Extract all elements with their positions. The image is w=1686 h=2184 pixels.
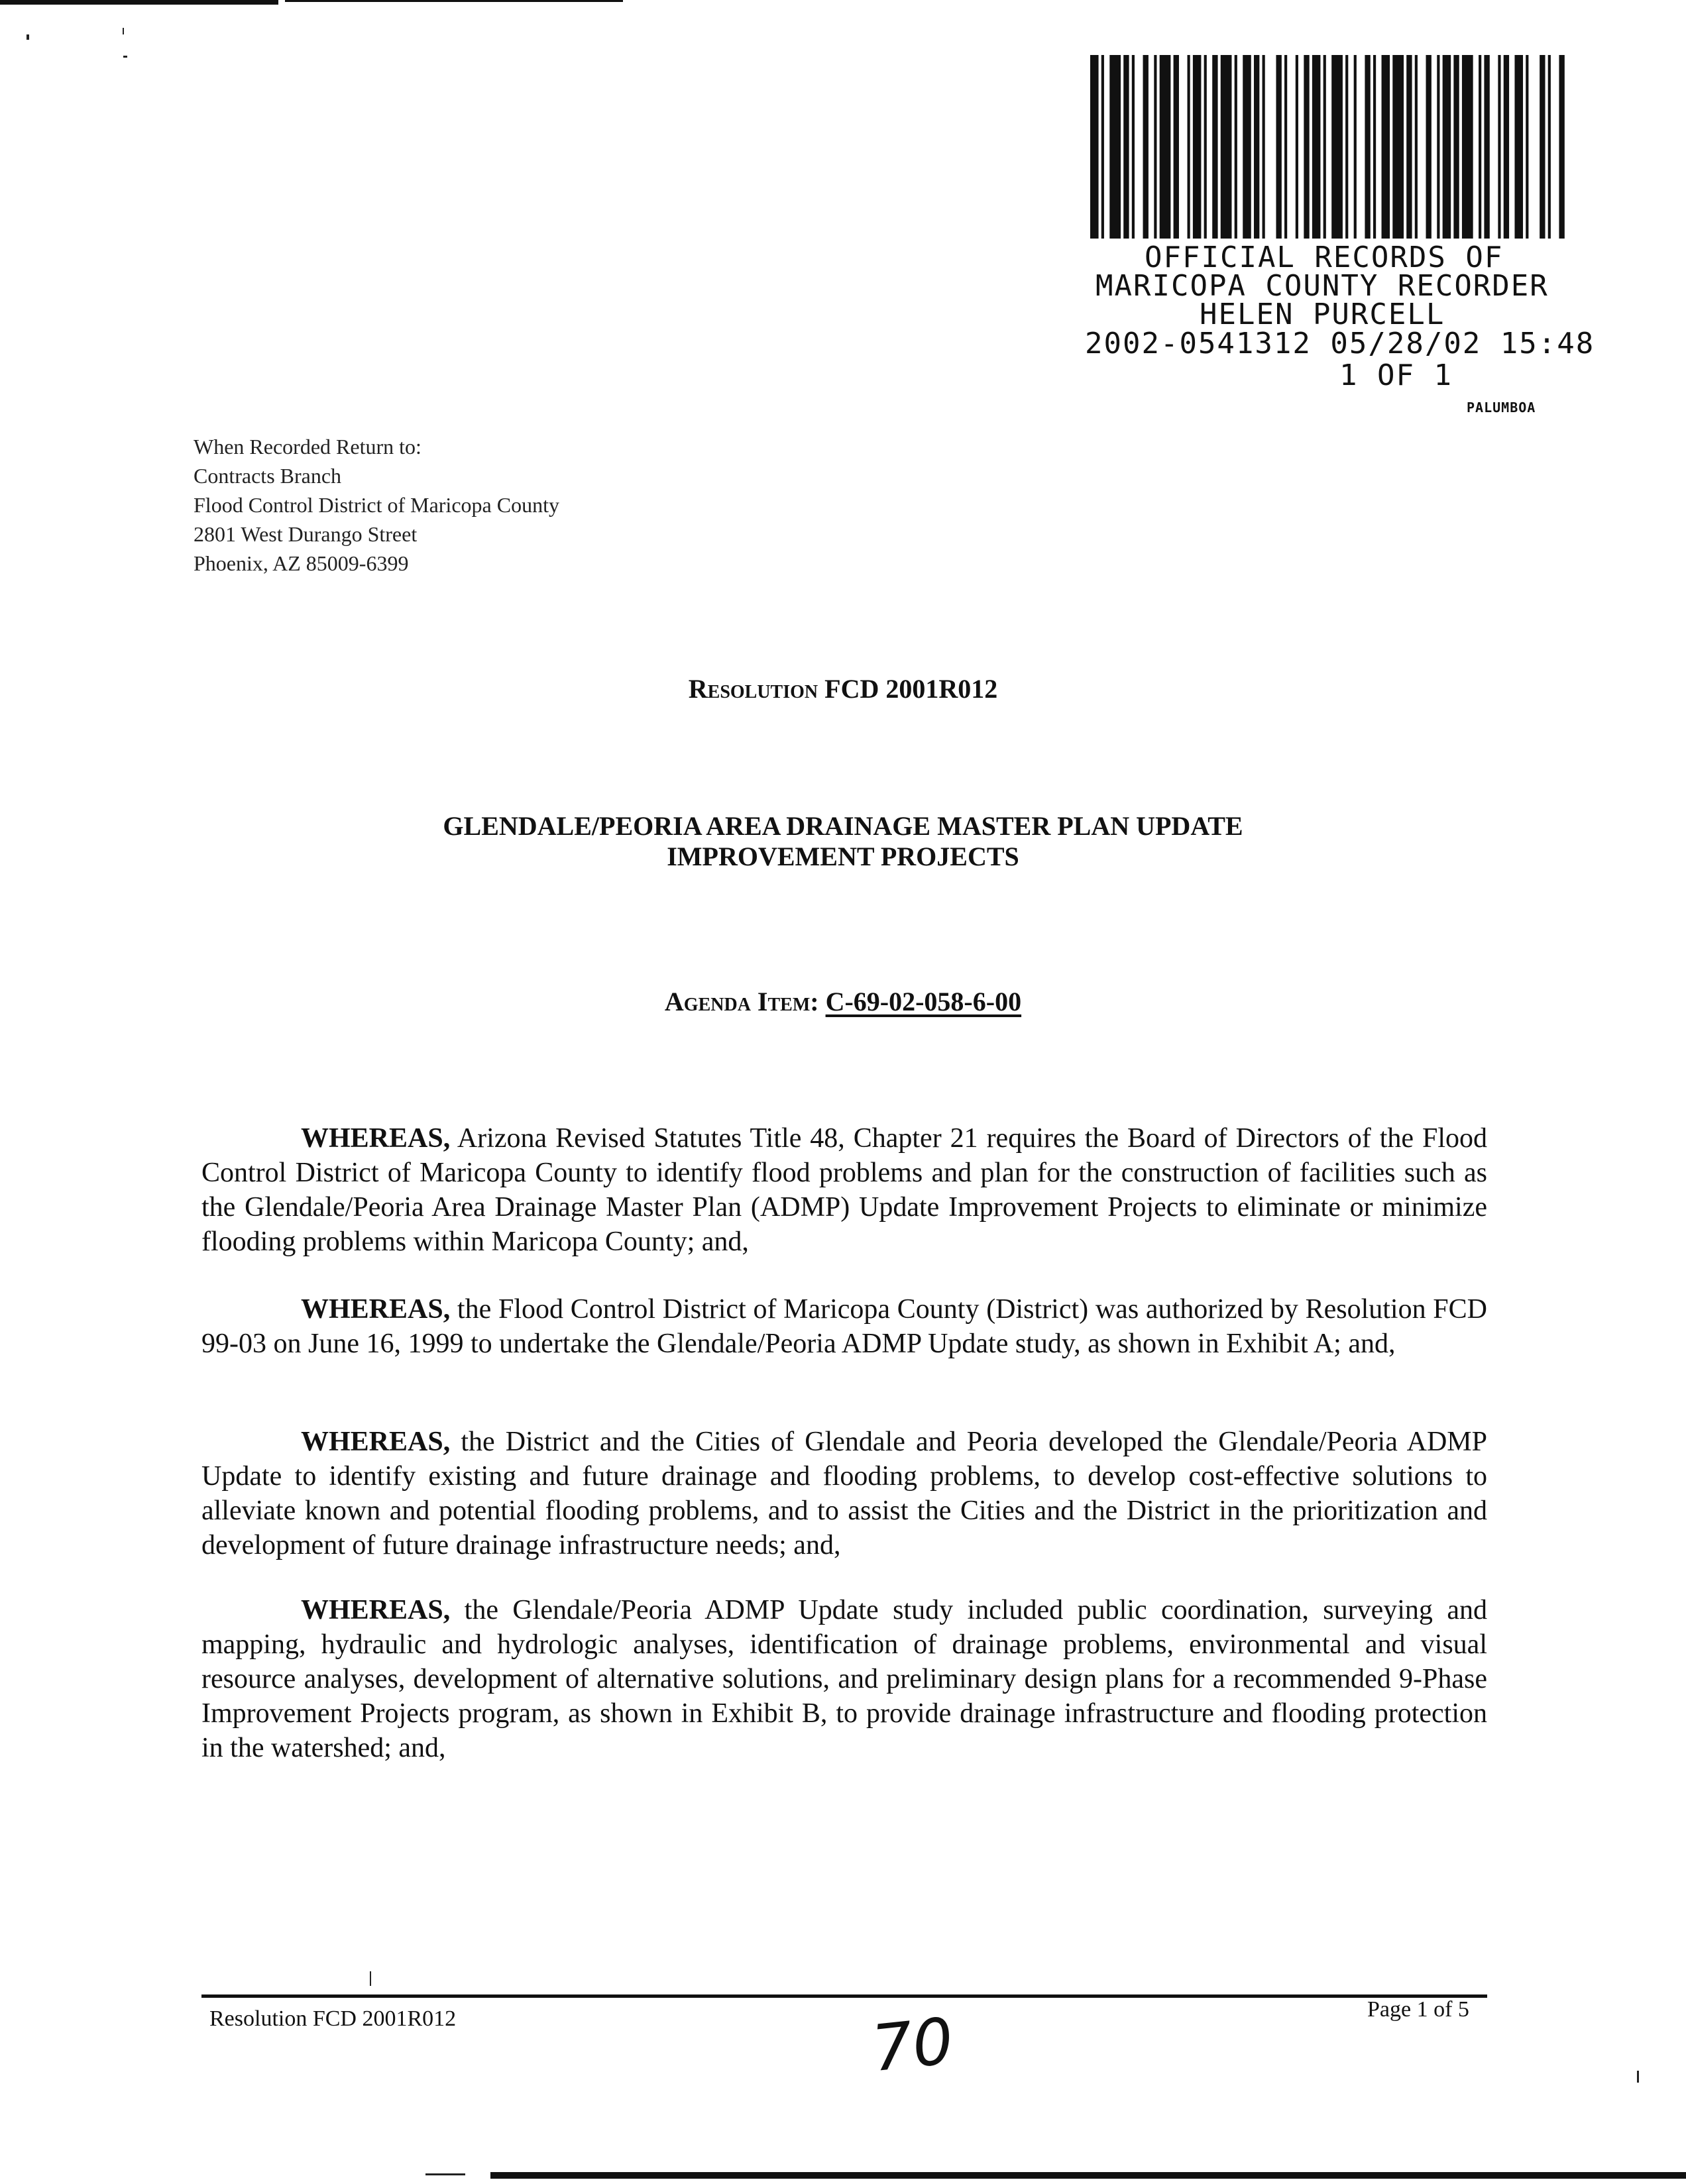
whereas-lead: WHEREAS, bbox=[301, 1595, 451, 1625]
whereas-paragraph-3 bbox=[201, 1425, 1487, 1562]
return-address-line: 2801 West Durango Street bbox=[194, 522, 418, 546]
scan-speck bbox=[1637, 2071, 1639, 2083]
footer-resolution: Resolution FCD 2001R012 bbox=[209, 2006, 457, 2031]
barcode-bar bbox=[1101, 55, 1104, 239]
whereas-lead: WHEREAS, bbox=[301, 1123, 451, 1154]
return-address-line: Flood Control District of Maricopa County bbox=[194, 493, 559, 517]
barcode-bar bbox=[1221, 55, 1232, 239]
barcode-bar bbox=[1548, 55, 1551, 239]
barcode-bar bbox=[1426, 55, 1432, 239]
whereas-lead: WHEREAS, bbox=[301, 1294, 451, 1325]
barcode-bar bbox=[1204, 55, 1207, 239]
barcode-bar bbox=[1345, 55, 1348, 239]
barcode-bar bbox=[1453, 55, 1459, 239]
scan-speck bbox=[370, 1971, 371, 1986]
barcode-bar bbox=[1373, 55, 1376, 239]
resolution-heading bbox=[0, 673, 1686, 704]
recorder-stamp-line2: MARICOPA COUNTY RECORDER bbox=[1096, 269, 1549, 303]
recorder-stamp-line1: OFFICIAL RECORDS OF bbox=[1145, 241, 1504, 274]
whereas-lead: WHEREAS, bbox=[301, 1427, 451, 1457]
agenda-item bbox=[0, 986, 1686, 1017]
barcode-bar bbox=[1109, 55, 1121, 239]
barcode-bar bbox=[1284, 55, 1287, 239]
scan-speck bbox=[123, 28, 124, 34]
barcode-bar bbox=[1443, 55, 1451, 239]
barcode-bar bbox=[1193, 55, 1202, 239]
title-line2: IMPROVEMENT PROJECTS bbox=[667, 842, 1019, 871]
whereas-paragraph-1 bbox=[201, 1121, 1487, 1259]
barcode-bar bbox=[1323, 55, 1326, 239]
paragraph-text: Arizona Revised Statutes Title 48, Chapter 21 requires the Board of Directors of the Flood Control District of Maricopa County to identify flood problems and plan for the construction of facilities such as the Glendale/Peoria Area Drainage Master Plan (ADMP) Update Improvement Projects to eliminate or minimize flooding problems within Maricopa County; and, bbox=[201, 1123, 1487, 1257]
return-address-line: When Recorded Return to: bbox=[194, 435, 422, 459]
barcode-bar bbox=[1304, 55, 1309, 239]
return-address-line: Contracts Branch bbox=[194, 464, 342, 488]
barcode-bar bbox=[1312, 55, 1321, 239]
barcode-bar bbox=[1437, 55, 1439, 239]
scan-artifact-top-mid bbox=[285, 0, 623, 2]
barcode-bar bbox=[1132, 55, 1135, 239]
resolution-label: Resolution bbox=[688, 674, 818, 704]
barcode-bar bbox=[1143, 55, 1149, 239]
footer-page-number: Page 1 of 5 bbox=[1367, 1997, 1469, 2022]
barcode-bar bbox=[1188, 55, 1190, 239]
barcode-bar bbox=[1235, 55, 1237, 239]
paragraph-text: the Glendale/Peoria ADMP Update study included public coordination, surveying and mapping, hydraulic and hydrologic analyses, identification of drainage problems, environmental and visual resource analyses, development of alternative solutions, and preliminary design plans for a recommended 9-Phase Improvement Projects program, as shown in Exhibit B, to provide drainage infrastructure and flooding protection in the watershed; and, bbox=[201, 1595, 1487, 1763]
whereas-paragraph-2 bbox=[201, 1292, 1487, 1361]
barcode-bar bbox=[1276, 55, 1281, 239]
return-address bbox=[194, 432, 559, 578]
scan-artifact-top-left bbox=[0, 0, 278, 5]
resolution-number: FCD 2001R012 bbox=[824, 674, 998, 704]
barcode-bar bbox=[1296, 55, 1298, 239]
return-address-line: Phoenix, AZ 85009-6399 bbox=[194, 551, 409, 575]
footer-rule bbox=[201, 1994, 1487, 1998]
barcode-bar bbox=[1415, 55, 1418, 239]
barcode-bar bbox=[1123, 55, 1129, 239]
scan-speck bbox=[425, 2173, 465, 2175]
recorder-stamp-line5: 1 OF 1 bbox=[1339, 358, 1453, 392]
title-line1: GLENDALE/PEORIA AREA DRAINAGE MASTER PLAN UPDATE bbox=[443, 811, 1243, 841]
recorder-stamp-line3: HELEN PURCELL bbox=[1200, 298, 1445, 331]
barcode-bar bbox=[1365, 55, 1370, 239]
scan-speck bbox=[123, 56, 127, 58]
barcode bbox=[1090, 55, 1567, 239]
agenda-number: C-69-02-058-6-00 bbox=[825, 987, 1022, 1016]
barcode-bar bbox=[1354, 55, 1357, 239]
barcode-bar bbox=[1498, 55, 1500, 239]
recorder-clerk: PALUMBOA bbox=[1467, 400, 1536, 415]
barcode-bar bbox=[1514, 55, 1523, 239]
barcode-bar bbox=[1254, 55, 1259, 239]
paragraph-text: the District and the Cities of Glendale and Peoria developed the Glendale/Peoria ADMP Update to identify existing and future drainage and flooding problems, to develop cost-effective solutions to alleviate known and potential flooding problems, and to assist the Cities and the District in the prioritization and development of future drainage infrastructure needs; and, bbox=[201, 1427, 1487, 1560]
document-title bbox=[0, 811, 1686, 872]
recorder-stamp-line4: 2002-0541312 05/28/02 15:48 bbox=[1085, 327, 1595, 360]
barcode-bar bbox=[1154, 55, 1156, 239]
barcode-bar bbox=[1484, 55, 1489, 239]
barcode-bar bbox=[1263, 55, 1265, 239]
paragraph-text: the Flood Control District of Maricopa County (District) was authorized by Resolution FCD 99-03 on June 16, 1999 to undertake the Glendale/Peoria ADMP Update study, as shown in Exhibit A; and, bbox=[201, 1294, 1487, 1359]
agenda-label: Agenda Item: bbox=[664, 987, 819, 1016]
barcode-bar bbox=[1090, 55, 1099, 239]
barcode-bar bbox=[1479, 55, 1481, 239]
handwritten-mark: 70 bbox=[868, 2003, 957, 2087]
barcode-bar bbox=[1540, 55, 1545, 239]
barcode-bar bbox=[1559, 55, 1564, 239]
barcode-bar bbox=[1392, 55, 1404, 239]
barcode-bar bbox=[1504, 55, 1509, 239]
barcode-bar bbox=[1160, 55, 1171, 239]
barcode-bar bbox=[1462, 55, 1473, 239]
barcode-bar bbox=[1174, 55, 1179, 239]
barcode-bar bbox=[1526, 55, 1528, 239]
barcode-bar bbox=[1406, 55, 1412, 239]
scan-artifact-bottom bbox=[490, 2172, 1686, 2179]
barcode-bar bbox=[1331, 55, 1343, 239]
whereas-paragraph-4 bbox=[201, 1593, 1487, 1765]
barcode-bar bbox=[1243, 55, 1251, 239]
barcode-bar bbox=[1212, 55, 1217, 239]
barcode-bar bbox=[1382, 55, 1390, 239]
scan-speck bbox=[27, 34, 29, 40]
